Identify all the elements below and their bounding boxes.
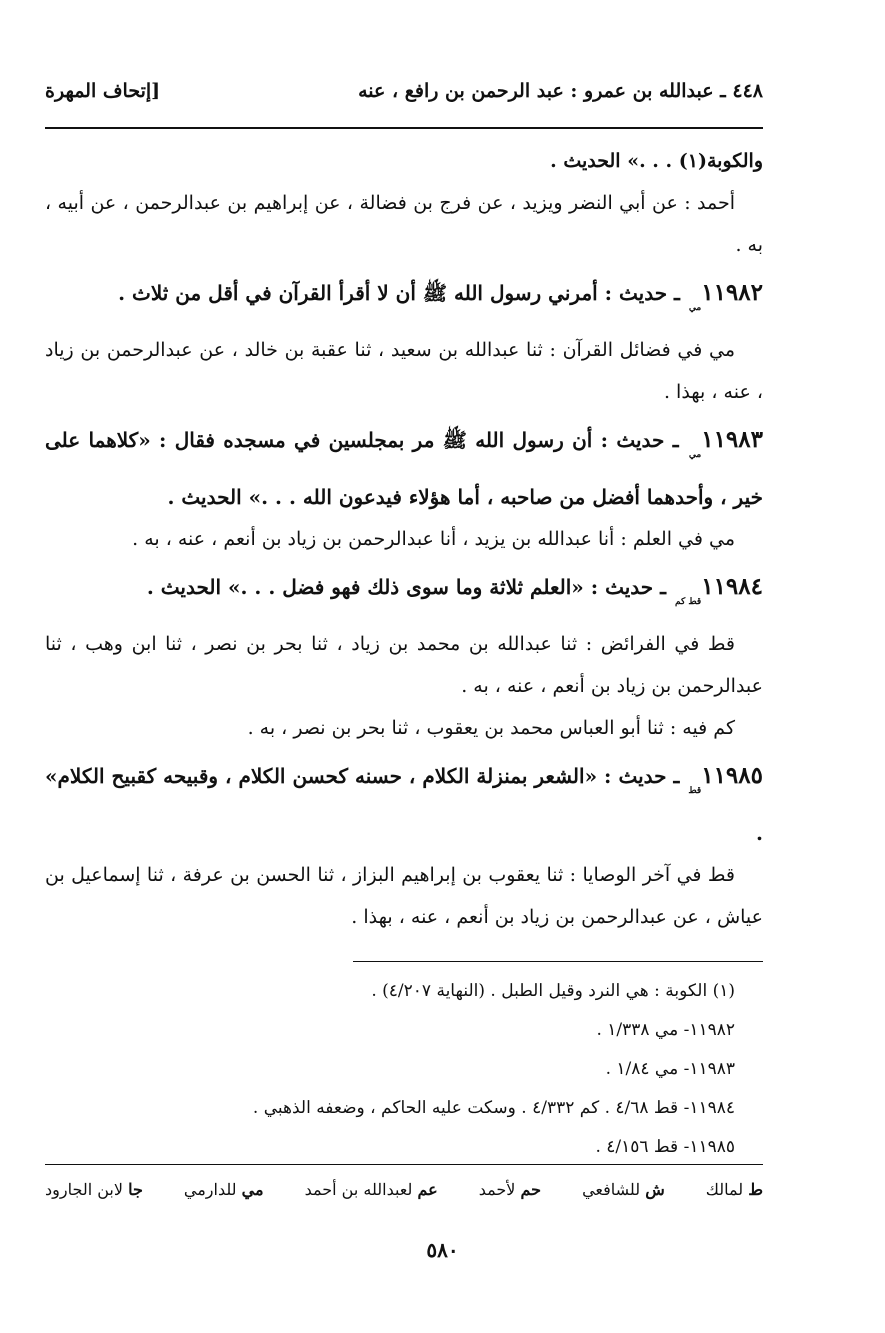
- footnote: ١١٩٨٥- قط ٤/١٥٦ .: [595, 1137, 735, 1157]
- footnote-divider: [353, 961, 763, 962]
- header-book-title: [إتحاف المهرة: [45, 80, 161, 102]
- running-header: [45, 80, 763, 114]
- paragraph: قط في آخر الوصايا : ثنا يعقوب بن إبراهيم البزاز ، ثنا الحسن بن عرفة ، ثنا إسماعيل بن عياش ، عن عبدالرحمن بن زياد بن أنعم ، عنه ، بهذا .: [45, 864, 763, 928]
- header-chapter-title: ٤٤٨ ـ عبدالله بن عمرو : عبد الرحمن بن رافع ، عنه: [358, 80, 763, 102]
- hadith-text: ـ حديث : «الشعر بمنزلة الكلام ، حسنه كحسن الكلام ، وقبيحه كقبيح الكلام» .: [45, 764, 763, 845]
- header-divider: [45, 127, 763, 129]
- footnotes: [60, 972, 735, 1167]
- paragraph: قط في الفرائض : ثنا عبدالله بن محمد بن زياد ، ثنا بحر بن نصر ، ثنا ابن وهب ، ثنا عبدالرحمن بن زياد بن أنعم ، عنه ، به .: [45, 633, 763, 697]
- abbreviation-item: مي للدارمي: [183, 1180, 264, 1199]
- source-sigla: قط كم: [674, 597, 702, 607]
- footnote: (١) الكوبة : هي النرد وقيل الطبل . (النهاية ٤/٢٠٧) .: [371, 981, 735, 1001]
- paragraph: أحمد : عن أبي النضر ويزيد ، عن فرج بن فضالة ، عن إبراهيم بن عبدالرحمن ، عن أبيه ، به .: [45, 192, 763, 256]
- abbreviation-divider: [45, 1164, 763, 1165]
- hadith-text: ـ حديث : أن رسول الله ﷺ مر بمجلسين في مسجده فقال : «كلاهما على خير ، وأحدهما أفضل من صاحبه ، أما هؤلاء فيدعون الله . . .» الحديث .: [45, 428, 763, 509]
- hadith-number: ١١٩٨٥: [701, 762, 763, 789]
- paragraph: مي في فضائل القرآن : ثنا عبدالله بن سعيد ، ثنا عقبة بن خالد ، عن عبدالرحمن بن زياد ، عنه ، بهذا .: [45, 339, 763, 403]
- hadith-text: ـ حديث : «العلم ثلاثة وما سوى ذلك فهو فضل . . .» الحديث .: [146, 575, 666, 599]
- source-sigla: مي: [688, 450, 702, 460]
- paragraph: كم فيه : ثنا أبو العباس محمد بن يعقوب ، ثنا بحر بن نصر ، به .: [247, 717, 735, 739]
- source-sigla: مي: [688, 303, 702, 313]
- hadith-entry-11983: [45, 419, 763, 518]
- source-sigla: قط: [688, 786, 702, 796]
- hadith-entry-11985: [45, 755, 763, 854]
- hadith-number: ١١٩٨٣: [701, 426, 763, 453]
- paragraph: والكوبة(١) . . .» الحديث .: [550, 150, 763, 172]
- hadith-entry-11984: [45, 566, 763, 623]
- abbreviation-item: حم لأحمد: [478, 1180, 542, 1199]
- hadith-entry-11982: [45, 272, 763, 329]
- hadith-number: ١١٩٨٤: [701, 573, 763, 600]
- paragraph: مي في العلم : أنا عبدالله بن يزيد ، أنا عبدالرحمن بن زياد بن أنعم ، عنه ، به .: [132, 528, 735, 550]
- page-number: ٥٨٠: [426, 1238, 459, 1262]
- footnote: ١١٩٨٣- مي ١/٨٤ .: [605, 1059, 735, 1079]
- abbreviation-item: ط لمالك: [705, 1180, 763, 1199]
- footnote: ١١٩٨٢- مي ١/٣٣٨ .: [596, 1020, 735, 1040]
- hadith-text: ـ حديث : أمرني رسول الله ﷺ أن لا أقرأ القرآن في أقل من ثلاث .: [118, 281, 680, 305]
- abbreviation-item: ش للشافعي: [582, 1180, 665, 1199]
- main-text: [45, 140, 763, 938]
- abbreviation-item: عم لعبدالله بن أحمد: [304, 1180, 438, 1199]
- abbreviation-item: جا لابن الجارود: [45, 1180, 143, 1199]
- abbreviation-key: [45, 1180, 763, 1199]
- footnote: ١١٩٨٤- قط ٤/٦٨ . كم ٤/٣٣٢ . وسكت عليه الحاكم ، وضعفه الذهبي .: [252, 1098, 735, 1118]
- hadith-number: ١١٩٨٢: [701, 279, 763, 306]
